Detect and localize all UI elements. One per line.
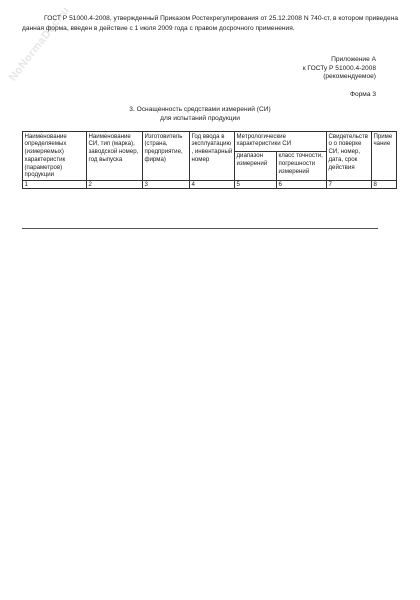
column-number: 7 <box>327 180 372 189</box>
header-cell-accuracy: класс точности, погрешности измерений <box>277 151 327 180</box>
header-cell-range: диапазон измерений <box>235 151 277 180</box>
section-title: 3. Оснащенность средствами измерений (СИ) <box>129 106 271 113</box>
column-number: 8 <box>372 180 397 189</box>
bottom-divider <box>22 228 378 229</box>
header-cell-metrological: Метрологические характеристики СИ <box>235 132 327 152</box>
appendix-line-3: (рекомендуемое) <box>323 73 376 80</box>
column-number: 5 <box>235 180 277 189</box>
table-header-row <box>23 132 397 152</box>
intro-paragraph: ГОСТ Р 51000.4-2008, утвержденный Приказом Ростехрегулирования от 25.12.2008 N 740-ст, в котором приведена данная форма, введен в действие с 1 июля 2009 года с правом досрочного применения. <box>22 15 398 32</box>
table-number-row <box>23 180 397 189</box>
appendix-line-1: Приложение А <box>331 56 376 63</box>
watermark: NoNormaDoc.ru <box>6 4 73 84</box>
header-cell-characteristics: Наименование определяемых (измеряемых) характеристик (параметров) продукции <box>23 132 87 181</box>
column-number: 1 <box>23 180 87 189</box>
header-cell-commission-year: Год ввода в эксплуатацию, инвентарный номер <box>190 132 235 181</box>
header-cell-note: Примечание <box>372 132 397 181</box>
column-number: 4 <box>190 180 235 189</box>
column-number: 6 <box>277 180 327 189</box>
appendix-block <box>303 56 376 82</box>
appendix-line-2: к ГОСТу Р 51000.4-2008 <box>302 64 376 72</box>
header-cell-instrument: Наименование СИ, тип (марка), заводской номер, год выпуска <box>87 132 143 181</box>
equipment-table <box>22 131 397 189</box>
section-title-block <box>0 106 400 123</box>
column-number: 2 <box>87 180 143 189</box>
form-label: Форма 3 <box>349 91 376 98</box>
column-number: 3 <box>143 180 190 189</box>
section-subtitle: для испытаний продукции <box>160 114 240 122</box>
header-cell-manufacturer: Изготовитель (страна, предприятие, фирма) <box>143 132 190 181</box>
header-cell-certificate: Свидетельство о поверке СИ, номер, дата, срок действия <box>327 132 372 181</box>
